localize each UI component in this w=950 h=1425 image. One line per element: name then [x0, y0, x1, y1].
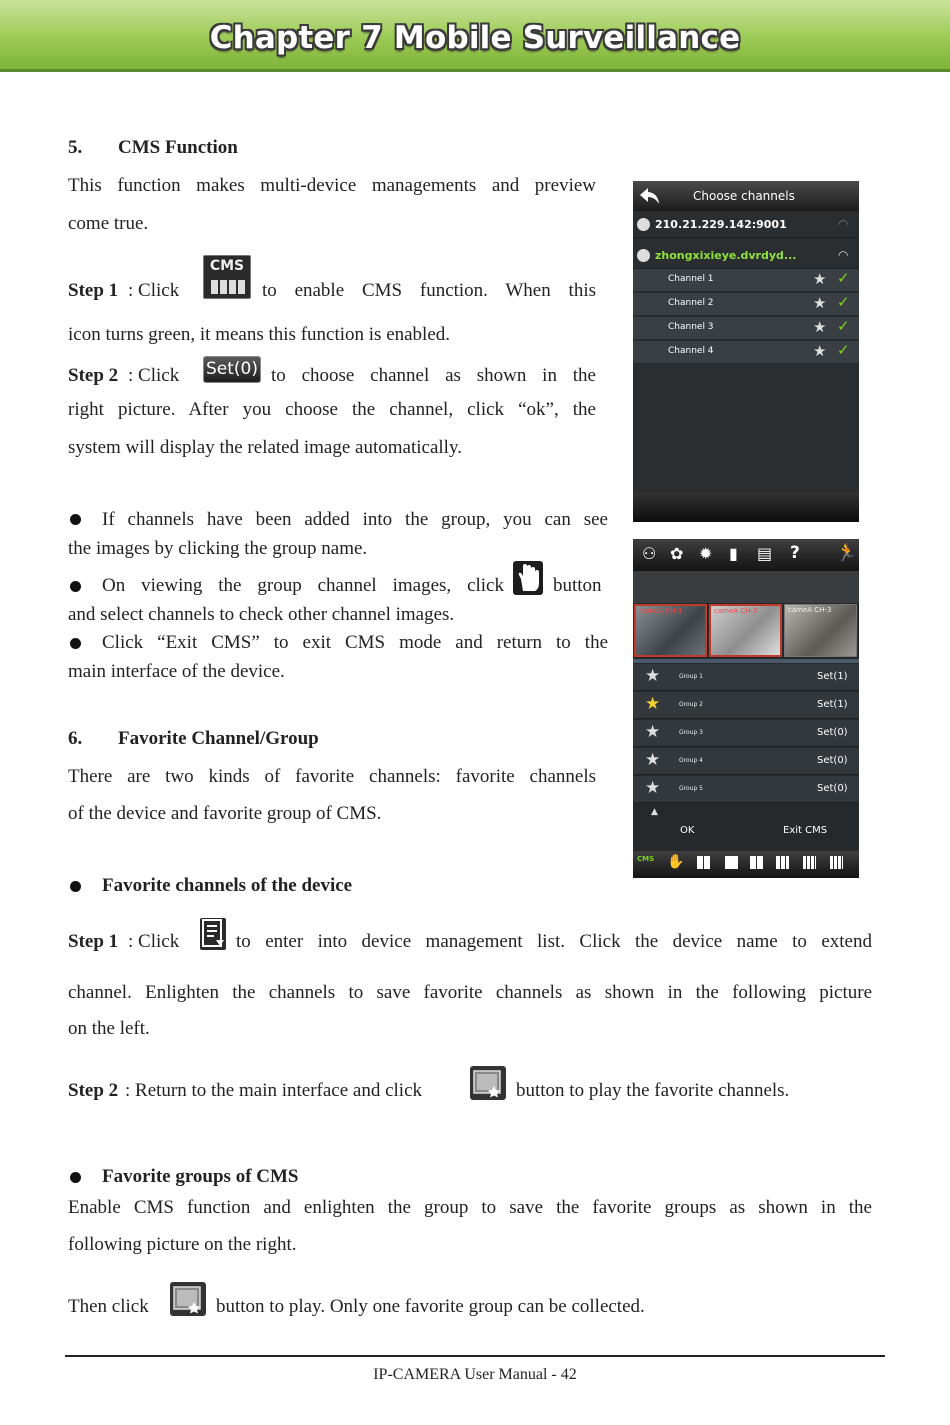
channel-row: [633, 341, 859, 364]
star-icon[interactable]: ★: [645, 722, 661, 742]
section5-intro-line2: come true.: [68, 213, 149, 234]
bullet-dot: [70, 514, 81, 525]
step2-post: to choose channel as shown in the: [271, 365, 596, 386]
star-icon: ★: [813, 342, 827, 360]
caret-up-icon: ▲: [651, 807, 658, 817]
device-list-icon: [200, 918, 226, 950]
layout-9-icon[interactable]: [776, 856, 789, 869]
layout-2x2-icon[interactable]: [697, 856, 710, 869]
camera-view: [634, 604, 707, 657]
top-toolbar: [633, 539, 859, 571]
camera-icon: ⚇: [642, 544, 657, 563]
group-row[interactable]: [633, 720, 859, 747]
group-row[interactable]: [633, 748, 859, 775]
step1-pre: : Click: [128, 280, 180, 301]
step2-line2: right picture. After you choose the channel, click “ok”, the: [68, 399, 596, 420]
group-name: Group 1: [679, 673, 703, 680]
g-then-post: button to play. Only one favorite group can be collected.: [216, 1296, 645, 1317]
channel-row: [633, 293, 859, 316]
step2-pre: : Click: [128, 365, 180, 386]
star-icon: ★: [813, 270, 827, 288]
group-set[interactable]: Set(1): [817, 699, 848, 710]
bullet-dot: [70, 1172, 81, 1183]
channel-name: Channel 4: [668, 346, 714, 356]
chapter-header: [0, 0, 950, 72]
star-icon[interactable]: ★: [645, 750, 661, 770]
bullet1-line1: If channels have been added into the group, you can see: [102, 509, 608, 530]
check-icon: ✓: [837, 317, 850, 335]
s2-label: Step 2: [68, 1080, 119, 1101]
bullet-dot: [70, 881, 81, 892]
layout-16-icon[interactable]: [803, 856, 816, 869]
section6-number: 6.: [68, 728, 83, 749]
channel-row: [633, 269, 859, 292]
group-name: Group 4: [679, 757, 703, 764]
step2-line3: system will display the related image automatically.: [68, 437, 462, 458]
layout-1-icon[interactable]: [725, 856, 738, 869]
bullet3-line2: main interface of the device.: [68, 661, 285, 682]
s2-pre: : Return to the main interface and click: [125, 1080, 423, 1101]
favorite-play-icon: [170, 1282, 206, 1316]
star-icon[interactable]: ★: [645, 666, 661, 686]
star-icon[interactable]: ★: [645, 778, 661, 798]
palette-icon: ✿: [670, 544, 684, 563]
section5-title: CMS Function: [118, 137, 238, 158]
group-row[interactable]: [633, 692, 859, 719]
group-name: Group 5: [679, 785, 703, 792]
channel-name: Channel 1: [668, 274, 714, 284]
group-set[interactable]: Set(0): [817, 755, 848, 766]
s1-line2: channel. Enlighten the channels to save favorite channels as shown in the following picture: [68, 982, 872, 1003]
favorite-play-icon: [470, 1066, 506, 1100]
bullet-dot: [70, 581, 81, 592]
hand-icon[interactable]: ✋: [667, 854, 685, 870]
step1-label: Step 1: [68, 280, 119, 301]
step1-line2: icon turns green, it means this function is enabled.: [68, 324, 451, 345]
device-name: zhongxixieye.dvrdyd...: [655, 249, 797, 262]
s1-label: Step 1: [68, 931, 119, 952]
bottom-bar: [633, 492, 859, 522]
bullet2-post: button: [553, 575, 602, 596]
star-icon: ★: [813, 294, 827, 312]
check-icon: ✓: [837, 293, 850, 311]
footer-rule: [65, 1355, 885, 1357]
hand-icon: [513, 561, 543, 595]
expand-icon: [637, 218, 650, 231]
channel-row: [633, 317, 859, 340]
bottom-toolbar: [633, 851, 859, 878]
page-footer: IP-CAMERA User Manual - 42: [373, 1366, 577, 1383]
choose-channels-screenshot: [633, 181, 859, 522]
cms-groups-screenshot: [633, 539, 859, 878]
device-row: [633, 212, 859, 238]
chapter-title: Chapter 7 Mobile Surveillance: [209, 20, 741, 56]
camera-label: cameA CH-1: [639, 607, 683, 615]
s2-post: button to play the favorite channels.: [516, 1080, 790, 1101]
run-icon: 🏃: [836, 543, 858, 563]
bullet-dot: [70, 638, 81, 649]
step1-post: to enable CMS function. When this: [262, 280, 596, 301]
layout-more-icon[interactable]: [830, 856, 843, 869]
section6-intro-line1: There are two kinds of favorite channels: favorite channels: [68, 766, 596, 787]
back-arrow-icon: [639, 187, 661, 205]
group-row[interactable]: [633, 776, 859, 803]
camera-label: cameA CH-3: [788, 606, 832, 614]
sub1-title: Favorite channels of the device: [102, 875, 353, 896]
section5-number: 5.: [68, 137, 83, 158]
ok-button[interactable]: OK: [680, 825, 695, 836]
bullet3-line1: Click “Exit CMS” to exit CMS mode and return to the: [102, 632, 608, 653]
group-name: Group 3: [679, 729, 703, 736]
group-set[interactable]: Set(1): [817, 671, 848, 682]
s1-pre: : Click: [128, 931, 180, 952]
group-name: Group 2: [679, 701, 703, 708]
gear-icon: ✹: [699, 544, 713, 563]
exit-cms-button[interactable]: Exit CMS: [783, 825, 828, 836]
sub2-title: Favorite groups of CMS: [102, 1166, 299, 1187]
blank-band: [633, 571, 859, 603]
expand-icon: [637, 249, 650, 262]
group-set[interactable]: Set(0): [817, 783, 848, 794]
g-then-pre: Then click: [68, 1296, 149, 1317]
section6-title: Favorite Channel/Group: [118, 728, 319, 749]
group-row[interactable]: [633, 664, 859, 691]
wifi-icon: ◠: [838, 248, 849, 262]
section6-intro-line2: of the device and favorite group of CMS.: [68, 803, 382, 824]
set-icon: Set(0): [203, 356, 261, 383]
step2-label: Step 2: [68, 365, 119, 386]
device-name: 210.21.229.142:9001: [655, 218, 787, 231]
bullet1-line2: the images by clicking the group name.: [68, 538, 368, 559]
bullet2-pre: On viewing the group channel images, click: [102, 575, 504, 596]
g-line2: following picture on the right.: [68, 1234, 297, 1255]
s1-line3: on the left.: [68, 1018, 150, 1039]
camera-label: cameA CH-2: [714, 607, 758, 615]
group-set[interactable]: Set(0): [817, 727, 848, 738]
section5-intro-line1: This function makes multi-device managements and preview: [68, 175, 596, 196]
channel-name: Channel 3: [668, 322, 714, 332]
stats-icon: ▮: [729, 544, 738, 563]
camera-view: [709, 604, 782, 657]
cms-icon-grid: [211, 280, 245, 294]
bullet2-line2: and select channels to check other channel images.: [68, 604, 455, 625]
cms-toggle[interactable]: CMS: [637, 855, 655, 863]
cms-icon: [203, 255, 251, 299]
check-icon: ✓: [837, 269, 850, 287]
check-icon: ✓: [837, 341, 850, 359]
wifi-icon: ◠: [838, 217, 849, 231]
star-icon: ★: [813, 318, 827, 336]
divider: [633, 659, 859, 663]
top-bar: [633, 181, 859, 211]
star-icon[interactable]: ★: [645, 694, 661, 714]
g-line1: Enable CMS function and enlighten the group to save the favorite groups as shown in the: [68, 1197, 872, 1218]
camera-view: [784, 604, 857, 657]
screen-title: Choose channels: [693, 189, 795, 203]
device-row: [633, 243, 859, 269]
cms-icon-label: CMS: [209, 258, 245, 274]
channel-name: Channel 2: [668, 298, 714, 308]
s1-post: to enter into device management list. Click the device name to extend: [236, 931, 872, 952]
layout-4-icon[interactable]: [750, 856, 763, 869]
help-icon: ?: [790, 543, 800, 563]
device-list-icon: ▤: [757, 544, 773, 563]
